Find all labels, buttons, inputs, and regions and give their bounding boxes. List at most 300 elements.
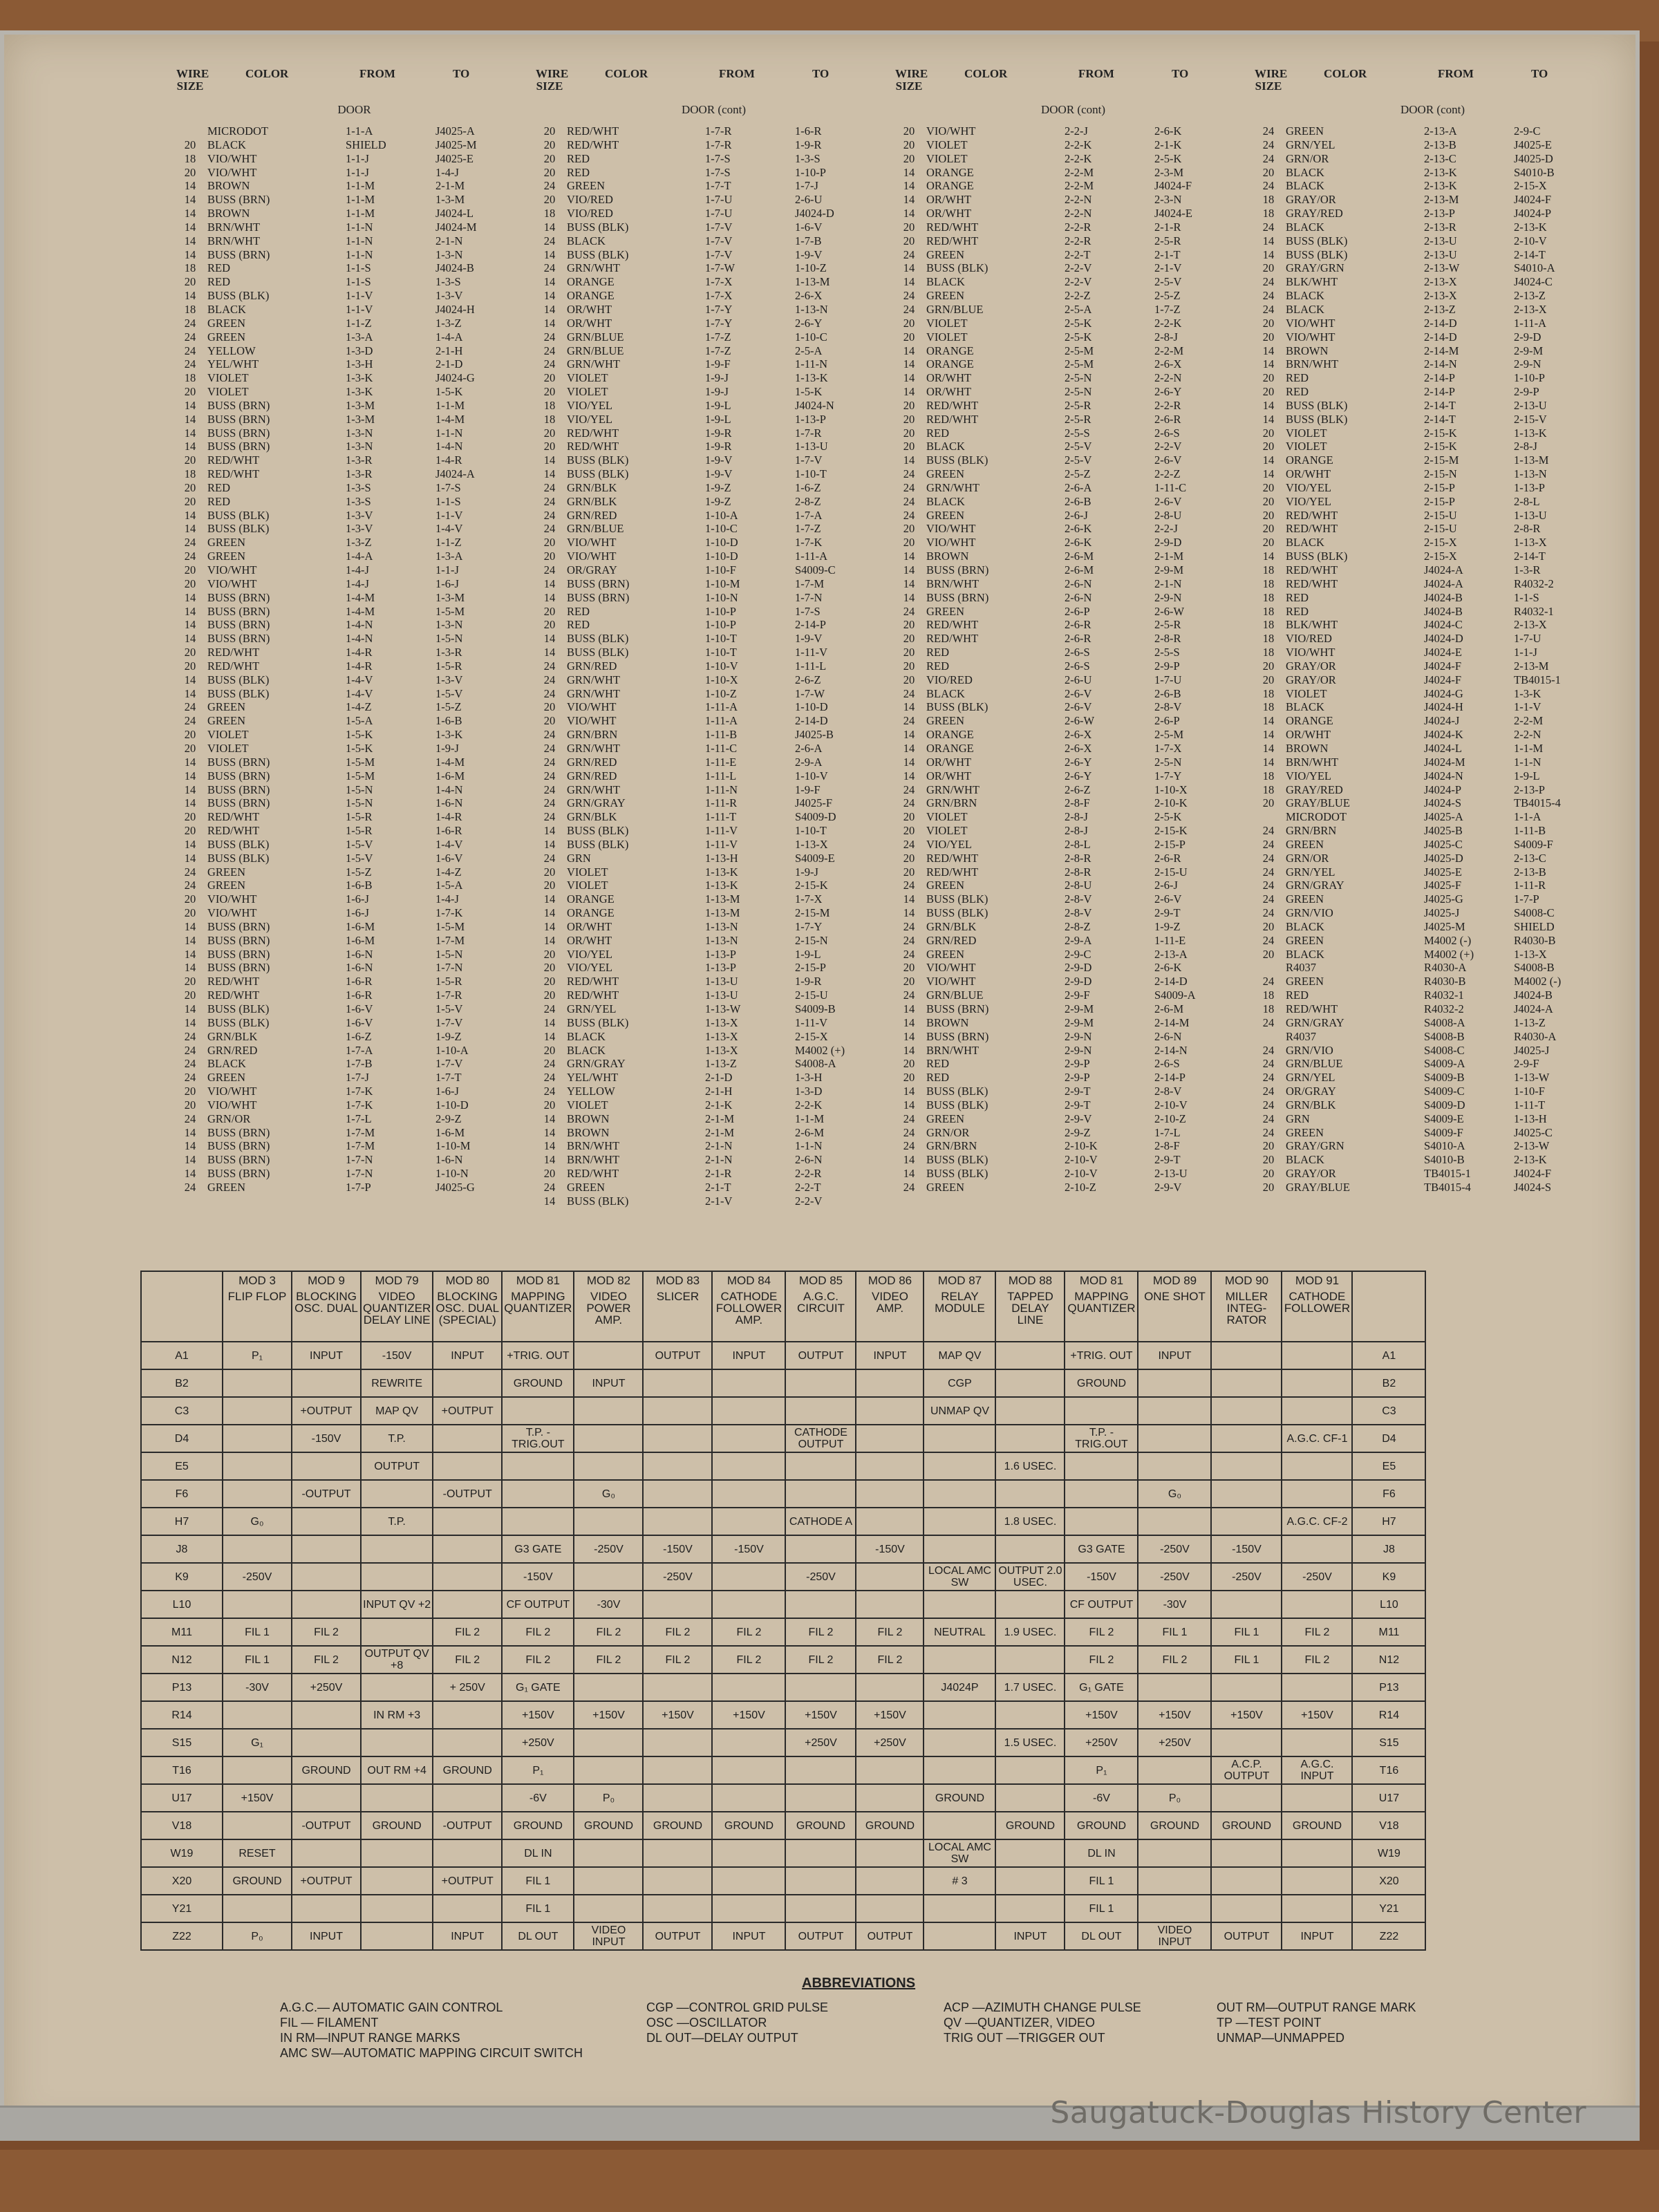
wire-color: BUSS (BLK)	[1286, 234, 1348, 247]
wire-from: 2-1-M	[705, 1112, 735, 1125]
wire-size: 14	[184, 604, 196, 618]
pin-cell	[1211, 1867, 1282, 1895]
pin-cell: INPUT	[292, 1922, 361, 1950]
wire-from: 2-1-N	[705, 1139, 733, 1153]
wire-from: 2-13-K	[1424, 165, 1457, 179]
wire-color: VIO/YEL	[1286, 769, 1331, 782]
wire-from: 1-4-A	[346, 550, 373, 563]
wire-color: BUSS (BLK)	[926, 1167, 988, 1181]
wire-row	[176, 1071, 532, 1085]
pin-cell: DL OUT	[1065, 1922, 1138, 1950]
wire-color: OR/GRAY	[1286, 1085, 1336, 1098]
wire-color: BUSS (BLK)	[926, 1153, 988, 1167]
wire-from: 2-10-Z	[1065, 1180, 1096, 1194]
wire-from: 2-1-V	[705, 1194, 733, 1208]
wire-to: 1-9-L	[795, 947, 821, 961]
wire-row	[895, 221, 1251, 234]
wire-row	[1255, 591, 1611, 605]
wire-to: 2-1-V	[1154, 261, 1182, 275]
pin-cell	[995, 1839, 1065, 1867]
wire-size: 14	[543, 247, 556, 261]
wire-color: BUSS (BRN)	[207, 426, 270, 440]
wire-row	[895, 948, 1251, 962]
wire-from: TB4015-4	[1424, 1180, 1471, 1194]
wire-row	[536, 453, 892, 467]
wire-from: 2-15-K	[1424, 440, 1457, 453]
wire-from: 2-8-L	[1065, 837, 1091, 851]
wire-from: 1-7-R	[705, 138, 732, 151]
pin-cell	[712, 1591, 785, 1618]
wire-color: BLACK	[1286, 289, 1324, 303]
pin-cell: INPUT	[292, 1342, 361, 1369]
wire-to: 2-10-Z	[1154, 1112, 1186, 1125]
wire-size: 24	[903, 796, 915, 810]
wire-row	[176, 234, 532, 248]
wire-to: 1-11-B	[1514, 824, 1546, 838]
wire-from: 2-5-M	[1065, 344, 1094, 357]
wire-size: 14	[184, 1125, 196, 1139]
wire-color: VIO/WHT	[207, 151, 257, 165]
wire-from: 2-2-K	[1065, 138, 1092, 151]
pin-cell	[924, 1729, 995, 1756]
pin-cell	[1282, 1784, 1352, 1812]
wire-color: VIO/WHT	[1286, 330, 1335, 344]
wire-color: VIOLET	[567, 371, 608, 385]
pin-cell: -150V	[856, 1535, 924, 1563]
wire-from: J4024-E	[1424, 646, 1462, 659]
wire-to: 1-7-R	[795, 426, 822, 440]
wire-row	[1255, 124, 1611, 138]
module-number: MOD 86	[868, 1274, 912, 1287]
wire-color: GRN/YEL	[1286, 865, 1335, 879]
wire-color: BROWN	[567, 1112, 610, 1125]
wire-row	[176, 673, 532, 687]
pin-cell	[361, 1563, 433, 1591]
wire-row	[895, 413, 1251, 427]
wire-size: 14	[903, 344, 915, 357]
header-color: COLOR	[605, 67, 648, 80]
pin-label-right: C3	[1352, 1397, 1425, 1425]
wire-size: 20	[184, 1098, 196, 1112]
wire-size: 14	[543, 1015, 556, 1029]
wire-row	[176, 440, 532, 453]
wire-color: RED/WHT	[567, 988, 619, 1002]
header-color: COLOR	[964, 67, 1008, 80]
wire-row	[536, 536, 892, 550]
wire-to: 2-9-A	[795, 755, 823, 769]
wire-color: BUSS (BRN)	[207, 782, 270, 796]
wire-from: 1-7-K	[346, 1085, 373, 1098]
wire-to: 1-4-M	[435, 412, 465, 426]
wire-row	[1255, 1139, 1611, 1153]
wire-color: GRN/GRAY	[567, 796, 626, 810]
pin-cell	[574, 1452, 643, 1480]
wire-to: R4030-A	[1514, 1029, 1557, 1043]
wire-to: 2-10-V	[1154, 1098, 1188, 1112]
wire-row	[895, 1167, 1251, 1181]
wire-from: 1-6-M	[346, 933, 375, 947]
pin-cell	[502, 1397, 574, 1425]
wire-color: GREEN	[567, 1180, 605, 1194]
wire-row	[176, 659, 532, 673]
wire-to: 2-5-S	[1154, 646, 1180, 659]
wire-size: 14	[903, 357, 915, 371]
wire-size: 20	[1262, 522, 1275, 536]
wire-size: 20	[903, 632, 915, 646]
wire-size: 14	[1262, 412, 1275, 426]
wire-to: 2-8-V	[1154, 700, 1182, 714]
wire-size: 24	[543, 782, 556, 796]
wire-to: 1-3-R	[435, 646, 462, 659]
wire-list-column	[536, 62, 892, 1208]
wire-to: 2-9-N	[1514, 357, 1541, 371]
pin-cell	[1211, 1369, 1282, 1397]
wire-to: 2-6-V	[1154, 494, 1182, 508]
wire-row	[176, 975, 532, 988]
wire-color: GREEN	[926, 1180, 964, 1194]
wire-from: 2-1-T	[705, 1180, 731, 1194]
wire-color: GREEN	[207, 550, 245, 563]
wire-from: 1-6-N	[346, 947, 373, 961]
pin-cell	[785, 1674, 856, 1701]
wire-row	[895, 495, 1251, 509]
wire-color: RED	[926, 426, 949, 440]
pin-cell	[924, 1922, 995, 1950]
wire-from: 1-1-A	[346, 124, 373, 138]
wire-color: GRN/BRN	[926, 1139, 977, 1153]
wire-size: 14	[1262, 357, 1275, 371]
pin-cell	[292, 1508, 361, 1535]
wire-row	[536, 906, 892, 920]
wire-size: 20	[184, 494, 196, 508]
pin-cell: FIL 1	[223, 1618, 292, 1646]
wire-from: J4024-P	[1424, 782, 1462, 796]
wire-size: 20	[543, 714, 556, 728]
wire-row	[536, 261, 892, 275]
wire-to: 1-4-R	[435, 810, 462, 824]
pin-label-right: R14	[1352, 1701, 1425, 1729]
wire-to: 2-2-R	[795, 1167, 822, 1181]
wire-from: 1-13-Z	[705, 1057, 737, 1071]
wire-to: 1-5-A	[435, 879, 463, 892]
wire-from: 2-9-Z	[1065, 1125, 1091, 1139]
wire-to: 2-2-R	[1154, 398, 1181, 412]
pin-cell: G3 GATE	[502, 1535, 574, 1563]
wire-color: GRN/BLUE	[567, 344, 624, 357]
wire-color: RED	[926, 646, 949, 659]
wire-from: 1-6-R	[346, 988, 373, 1002]
wire-size: 24	[543, 728, 556, 742]
pin-cell	[223, 1591, 292, 1618]
wire-to: 1-10-T	[795, 824, 827, 838]
wire-to: 2-9-C	[1514, 124, 1541, 138]
wire-from: 2-15-P	[1424, 494, 1455, 508]
wire-from: 2-6-M	[1065, 550, 1094, 563]
wire-size: 20	[1262, 371, 1275, 385]
wire-color: MICRODOT	[1286, 810, 1347, 824]
pin-cell: -30V	[574, 1591, 643, 1618]
wire-color: GRN/BLUE	[1286, 1057, 1343, 1071]
wire-row	[536, 1181, 892, 1194]
wire-color: GRN/BLK	[567, 494, 617, 508]
wire-size: 14	[184, 522, 196, 536]
wire-size: 14	[184, 686, 196, 700]
pin-cell	[643, 1729, 712, 1756]
wire-to: 2-9-T	[1154, 906, 1181, 920]
wire-from: 2-14-M	[1424, 344, 1459, 357]
wire-color: ORANGE	[926, 179, 974, 193]
pin-cell: FIL 2	[1065, 1646, 1138, 1674]
wire-row	[176, 1139, 532, 1153]
wire-from: 2-14-P	[1424, 371, 1455, 385]
wire-to: J4024-D	[795, 207, 834, 221]
wire-to: 1-9-Z	[435, 1029, 462, 1043]
pin-cell: VIDEO INPUT	[574, 1922, 643, 1950]
wire-row	[1255, 344, 1611, 358]
pin-cell: GROUND	[924, 1784, 995, 1812]
pin-cell	[292, 1563, 361, 1591]
wire-size: 24	[1262, 275, 1275, 289]
wire-to: 1-7-P	[1514, 892, 1539, 906]
pin-cell	[643, 1674, 712, 1701]
wire-color: BROWN	[567, 1125, 610, 1139]
wire-from: 2-8-U	[1065, 879, 1092, 892]
wire-color: GRN/BLK	[567, 810, 617, 824]
wire-to: J4024-B	[435, 261, 474, 275]
wire-to: 1-1-J	[1514, 646, 1537, 659]
pin-label-right: V18	[1352, 1812, 1425, 1839]
wire-color: GRN/WHT	[926, 782, 980, 796]
wire-size: 18	[543, 412, 556, 426]
wire-from: 2-14-D	[1424, 330, 1457, 344]
wire-color: BUSS (BLK)	[207, 673, 270, 686]
pin-cell: P₁	[1065, 1756, 1138, 1784]
wire-from: 2-9-N	[1065, 1043, 1092, 1057]
wire-from: 1-7-S	[705, 165, 731, 179]
wire-to: 1-9-F	[795, 782, 821, 796]
wire-color: BUSS (BLK)	[926, 261, 988, 275]
wire-color: BLACK	[926, 686, 965, 700]
pin-label-left: P13	[141, 1674, 223, 1701]
pin-cell	[223, 1701, 292, 1729]
wire-from: 2-2-V	[1065, 261, 1092, 275]
wire-to: 2-1-N	[1154, 577, 1182, 590]
wire-size: 14	[184, 1153, 196, 1167]
wire-row	[536, 852, 892, 865]
pin-cell	[856, 1591, 924, 1618]
pin-cell: OUTPUT	[361, 1452, 433, 1480]
wire-to: 1-7-S	[795, 604, 821, 618]
wire-color: BUSS (BLK)	[1286, 398, 1348, 412]
wire-row	[176, 550, 532, 563]
wire-to: 2-9-T	[1154, 1153, 1181, 1167]
wire-from: 1-5-M	[346, 769, 375, 782]
wire-row	[536, 1016, 892, 1030]
wire-size: 20	[543, 550, 556, 563]
wire-color: OR/WHT	[926, 769, 972, 782]
wire-row	[1255, 756, 1611, 769]
wire-from: 2-13-X	[1424, 275, 1457, 289]
wire-color: BLACK	[1286, 919, 1324, 933]
pin-cell	[643, 1839, 712, 1867]
wire-row	[176, 906, 532, 920]
pin-cell	[433, 1535, 502, 1563]
wire-row	[536, 371, 892, 385]
wire-size: 24	[903, 247, 915, 261]
wire-color: VIO/WHT	[926, 961, 976, 975]
wire-color: OR/WHT	[926, 207, 972, 221]
pin-cell: +150V	[1282, 1701, 1352, 1729]
wire-from: SHIELD	[346, 138, 386, 151]
wire-to: 1-6-N	[435, 1153, 463, 1167]
wire-color: VIO/RED	[1286, 632, 1332, 646]
wire-from: 1-3-A	[346, 330, 373, 344]
wire-to: J4024-F	[1514, 193, 1552, 207]
wire-to: 1-1-A	[1514, 810, 1541, 824]
wire-row	[176, 632, 532, 646]
wire-color: RED/WHT	[1286, 1002, 1338, 1015]
header-from: FROM	[359, 67, 395, 80]
wire-to: 2-6-N	[795, 1153, 823, 1167]
pin-cell	[712, 1369, 785, 1397]
wire-size: 14	[184, 673, 196, 686]
wire-color: BLACK	[1286, 165, 1324, 179]
pin-row	[141, 1784, 1425, 1812]
pin-cell	[433, 1591, 502, 1618]
wire-color: RED	[207, 261, 230, 275]
wire-color: BRN/WHT	[567, 1139, 620, 1153]
wire-from: S4009-F	[1424, 1125, 1463, 1139]
pin-cell	[1211, 1480, 1282, 1508]
pin-cell: OUTPUT QV +8	[361, 1646, 433, 1674]
wire-row	[176, 1030, 532, 1044]
wire-color: VIOLET	[567, 385, 608, 399]
wire-to: 1-7-T	[435, 1071, 462, 1085]
wire-row	[536, 1044, 892, 1058]
wire-row	[1255, 1002, 1611, 1016]
pin-cell	[1282, 1839, 1352, 1867]
wire-row	[1255, 1057, 1611, 1071]
pin-cell: -250V	[223, 1563, 292, 1591]
wire-to: 2-2-V	[1154, 440, 1182, 453]
module-number: MOD 82	[586, 1274, 631, 1287]
wire-size: 20	[903, 975, 915, 988]
wire-color: GRN/GRAY	[1286, 879, 1344, 892]
wire-from: 1-3-N	[346, 426, 373, 440]
wire-from: 2-9-V	[1065, 1112, 1092, 1125]
pin-cell: GROUND	[1138, 1812, 1211, 1839]
wire-color: RED	[926, 659, 949, 673]
wire-size: 24	[543, 769, 556, 782]
wire-size: 14	[184, 947, 196, 961]
wire-color: YELLOW	[567, 1085, 615, 1098]
wire-from: 1-3-D	[346, 344, 373, 357]
wire-from: 1-11-N	[705, 782, 738, 796]
pin-cell	[1282, 1452, 1352, 1480]
wire-to: 2-15-K	[795, 879, 828, 892]
wire-from: 2-8-R	[1065, 865, 1091, 879]
wire-color: BUSS (BLK)	[567, 247, 629, 261]
wire-from: 2-15-N	[1424, 467, 1457, 481]
wire-from: 2-8-V	[1065, 906, 1092, 920]
wire-from: 1-6-J	[346, 892, 369, 906]
wire-size: 18	[184, 467, 196, 481]
wire-row	[895, 563, 1251, 577]
wire-to: 2-15-U	[795, 988, 828, 1002]
wire-to: 2-15-X	[795, 1029, 828, 1043]
pin-cell	[1211, 1508, 1282, 1535]
wire-size: 24	[1262, 1098, 1275, 1112]
wire-row	[176, 769, 532, 783]
wire-from: 1-3-S	[346, 480, 371, 494]
wire-from: 2-15-M	[1424, 453, 1459, 467]
wire-row	[536, 742, 892, 756]
wire-to: 2-2-Z	[1154, 467, 1181, 481]
wire-color: GREEN	[926, 1112, 964, 1125]
wire-row	[1255, 1153, 1611, 1167]
pin-cell: +OUTPUT	[292, 1867, 361, 1895]
wire-from: 2-5-N	[1065, 371, 1092, 385]
wire-to: 1-9-R	[795, 975, 822, 988]
wire-from: J4025-F	[1424, 879, 1462, 892]
wire-from: 1-10-X	[705, 673, 738, 686]
pin-cell: +150V	[712, 1701, 785, 1729]
wire-color: BLACK	[1286, 179, 1324, 193]
wire-row	[1255, 1181, 1611, 1194]
pin-cell	[712, 1674, 785, 1701]
wire-color: BUSS (BRN)	[207, 1153, 270, 1167]
wire-to: 1-9-V	[795, 247, 823, 261]
wire-size: 20	[903, 824, 915, 838]
wire-to: 1-13-Z	[1514, 1015, 1546, 1029]
module-header	[785, 1271, 856, 1342]
wire-from: 2-13-W	[1424, 261, 1460, 275]
pin-cell	[785, 1839, 856, 1867]
wire-to: 1-6-B	[435, 714, 462, 728]
wire-from: 1-9-Z	[705, 494, 731, 508]
pin-label-right: P13	[1352, 1674, 1425, 1701]
pin-cell: INPUT	[995, 1922, 1065, 1950]
wire-row	[176, 522, 532, 536]
wire-row	[895, 317, 1251, 330]
wire-row	[895, 275, 1251, 289]
wire-color: BUSS (BLK)	[567, 220, 629, 234]
wire-color: GREEN	[1286, 933, 1324, 947]
wire-color: BRN/WHT	[207, 220, 261, 234]
pin-cell: GROUND	[643, 1812, 712, 1839]
header-from: FROM	[1438, 67, 1474, 80]
wire-size: 20	[184, 577, 196, 590]
wire-row	[1255, 1098, 1611, 1112]
wire-color: BUSS (BLK)	[926, 906, 988, 920]
wire-color: GREEN	[207, 316, 245, 330]
wire-color: VIO/YEL	[567, 398, 612, 412]
pin-cell: GROUND	[502, 1369, 574, 1397]
wire-from: 2-15-X	[1424, 536, 1457, 550]
wire-color: GRN/BRN	[926, 796, 977, 810]
wire-row	[895, 742, 1251, 756]
wire-from: 1-10-M	[705, 577, 740, 590]
pin-cell: P₀	[1138, 1784, 1211, 1812]
wire-from: 2-14-P	[1424, 385, 1455, 399]
floor-bottom	[0, 2150, 1659, 2212]
wire-to: 2-6-Z	[795, 673, 821, 686]
pin-cell	[223, 1812, 292, 1839]
wire-color: BUSS (BRN)	[926, 1029, 989, 1043]
wire-color: VIOLET	[567, 879, 608, 892]
module-name: VIDEO QUANTIZER DELAY LINE	[363, 1290, 431, 1327]
wire-from: 1-1-J	[346, 151, 369, 165]
